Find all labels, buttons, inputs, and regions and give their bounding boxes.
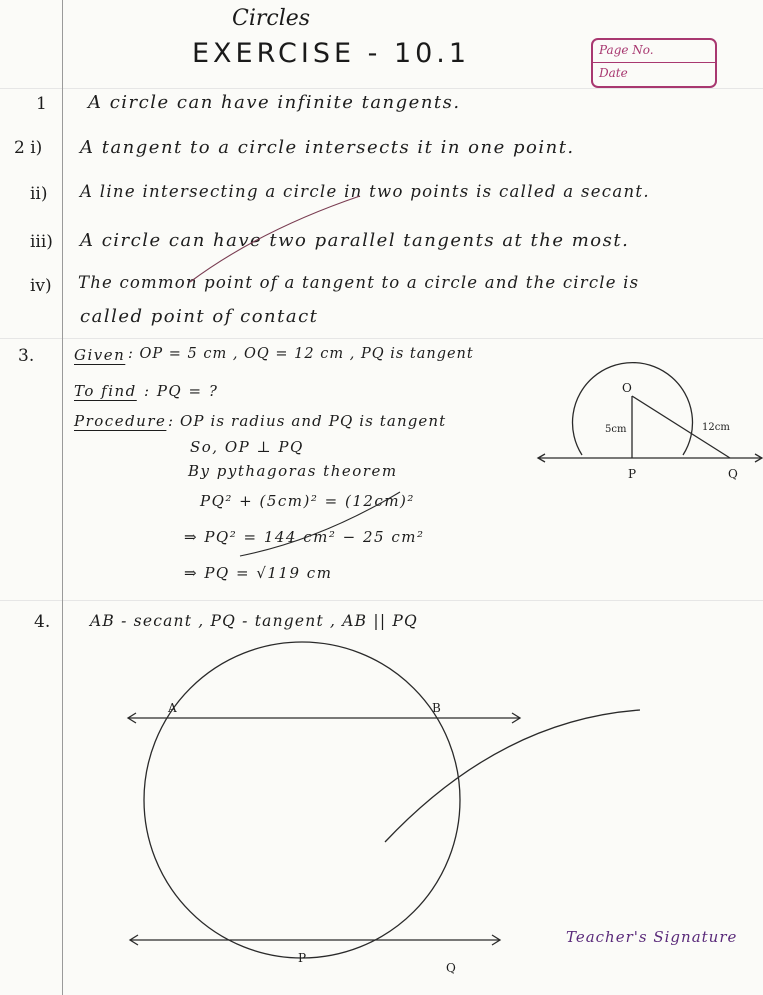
stamp-date-label: Date [599,66,628,80]
q3-step-pythagoras: By pythagoras theorem [188,462,398,480]
q3-label-OQ-length: 12cm [702,422,730,433]
q3-given-label: Given [74,346,126,364]
q4-label-P: P [298,951,307,965]
stray-pen-stroke-2 [240,492,400,556]
stray-pen-stroke [190,196,360,282]
q3-step-perpendicular: So, OP ⊥ PQ [190,438,304,456]
q4-answer: AB - secant , PQ - tangent , AB || PQ [90,612,418,630]
q3-label-Q: Q [728,467,738,481]
q3-label-P: P [628,467,637,481]
q3-procedure-label: Procedure [74,412,167,430]
q2-iii-answer: A circle can have two parallel tangents at the most. [80,230,630,251]
q3-label-O: O [622,381,632,395]
q3-label-OP-length: 5cm [605,424,627,435]
q3-step-result: ⇒ PQ = √119 cm [184,564,333,582]
q3-step-equation: PQ² + (5cm)² = (12cm)² [200,492,415,510]
q2-iv-answer-line2: called point of contact [80,306,319,327]
q4-label-A: A [168,701,177,715]
q2-ii-answer: A line intersecting a circle in two points is called a secant. [80,182,650,201]
exercise-heading: EXERCISE - 10.1 [192,38,471,69]
teacher-signature: Teacher's Signature [566,928,738,946]
q2-ii-number: ii) [30,184,48,204]
q3-tofind: : PQ = ? [144,382,219,400]
q3-number: 3. [18,346,35,366]
q2-number: 2 i) [14,138,43,158]
q2-iv-number: iv) [30,276,52,296]
stamp-page-label: Page No. [599,43,654,57]
stray-pen-stroke-3 [385,710,640,842]
q1-number: 1 [36,94,47,114]
q3-tofind-label: To find [74,382,137,400]
q3-given: : OP = 5 cm , OQ = 12 cm , PQ is tangent [128,346,474,362]
q4-label-Q: Q [446,961,456,975]
q4-label-B: B [432,701,441,715]
q4-circle [144,642,460,958]
q2-i-answer: A tangent to a circle intersects it in one point. [80,137,575,158]
q2-iv-answer-line1: The common point of a tangent to a circle and the circle is [78,273,640,292]
page-title: Circles [232,6,311,31]
q4-number: 4. [34,612,51,632]
q2-iii-number: iii) [30,232,53,252]
q3-procedure: : OP is radius and PQ is tangent [168,412,447,430]
q3-step-subtract: ⇒ PQ² = 144 cm² − 25 cm² [184,528,425,546]
q1-answer: A circle can have infinite tangents. [88,92,461,113]
